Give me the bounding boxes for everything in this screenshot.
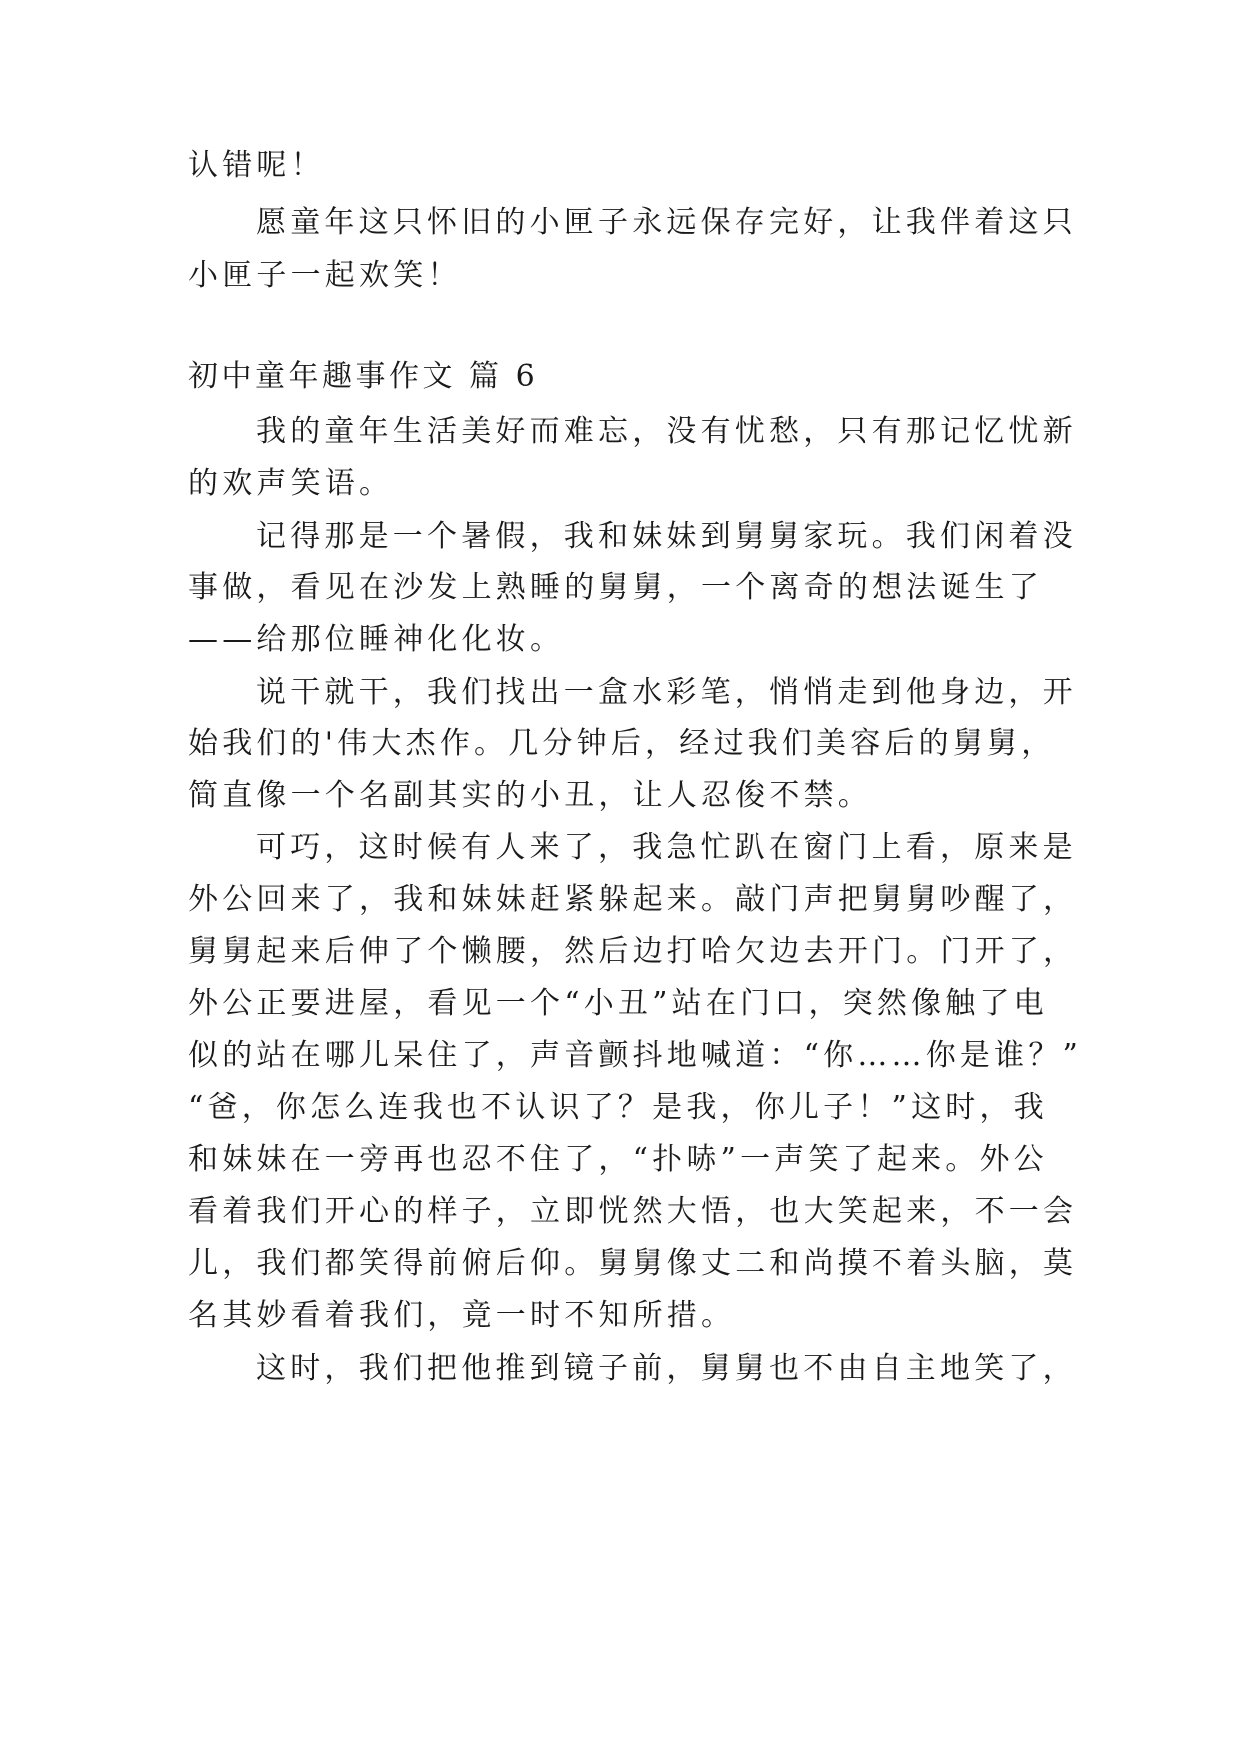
text-line: 和妹妹在一旁再也忍不住了，“扑哧”一声笑了起来。外公 (188, 1142, 1048, 1177)
text-line: 外公正要进屋，看见一个“小丑”站在门口，突然像触了电 (188, 986, 1048, 1021)
section-heading: 初中童年趣事作文 篇 6 (188, 359, 539, 394)
text-line: 始我们的'伟大杰作。几分钟后，经过我们美容后的舅舅， (188, 726, 1056, 761)
text-line: 说干就干，我们找出一盒水彩笔，悄悄走到他身边，开 (256, 675, 1077, 710)
text-line: 小匣子一起欢笑！ (188, 258, 462, 293)
text-line: 可巧，这时候有人来了，我急忙趴在窗门上看，原来是 (256, 830, 1077, 865)
text-line: 儿，我们都笑得前俯后仰。舅舅像丈二和尚摸不着头脑，莫 (188, 1246, 1078, 1281)
text-line: 愿童年这只怀旧的小匣子永远保存完好，让我伴着这只 (256, 205, 1077, 240)
text-line: 舅舅起来后伸了个懒腰，然后边打哈欠边去开门。门开了， (188, 934, 1078, 969)
text-line: 似的站在哪儿呆住了，声音颤抖地喊道：“你……你是谁？” (188, 1038, 1083, 1073)
text-line: 事做，看见在沙发上熟睡的舅舅，一个离奇的想法诞生了 (188, 570, 1043, 605)
text-line: 的欢声笑语。 (188, 466, 394, 501)
text-line: 我的童年生活美好而难忘，没有忧愁，只有那记忆忧新 (256, 414, 1077, 449)
text-line: 认错呢！ (188, 148, 325, 183)
text-line: 这时，我们把他推到镜子前，舅舅也不由自主地笑了， (256, 1351, 1077, 1386)
text-line: 看着我们开心的样子，立即恍然大悟，也大笑起来，不一会 (188, 1194, 1078, 1229)
text-line: “爸，你怎么连我也不认识了？是我，你儿子！”这时，我 (188, 1090, 1048, 1125)
text-line: 外公回来了，我和妹妹赶紧躲起来。敲门声把舅舅吵醒了， (188, 882, 1078, 917)
text-line: 简直像一个名副其实的小丑，让人忍俊不禁。 (188, 778, 872, 813)
text-line: 名其妙看着我们，竟一时不知所措。 (188, 1298, 736, 1333)
text-line: 记得那是一个暑假，我和妹妹到舅舅家玩。我们闲着没 (256, 519, 1077, 554)
text-line: ——给那位睡神化化妆。 (188, 622, 565, 657)
